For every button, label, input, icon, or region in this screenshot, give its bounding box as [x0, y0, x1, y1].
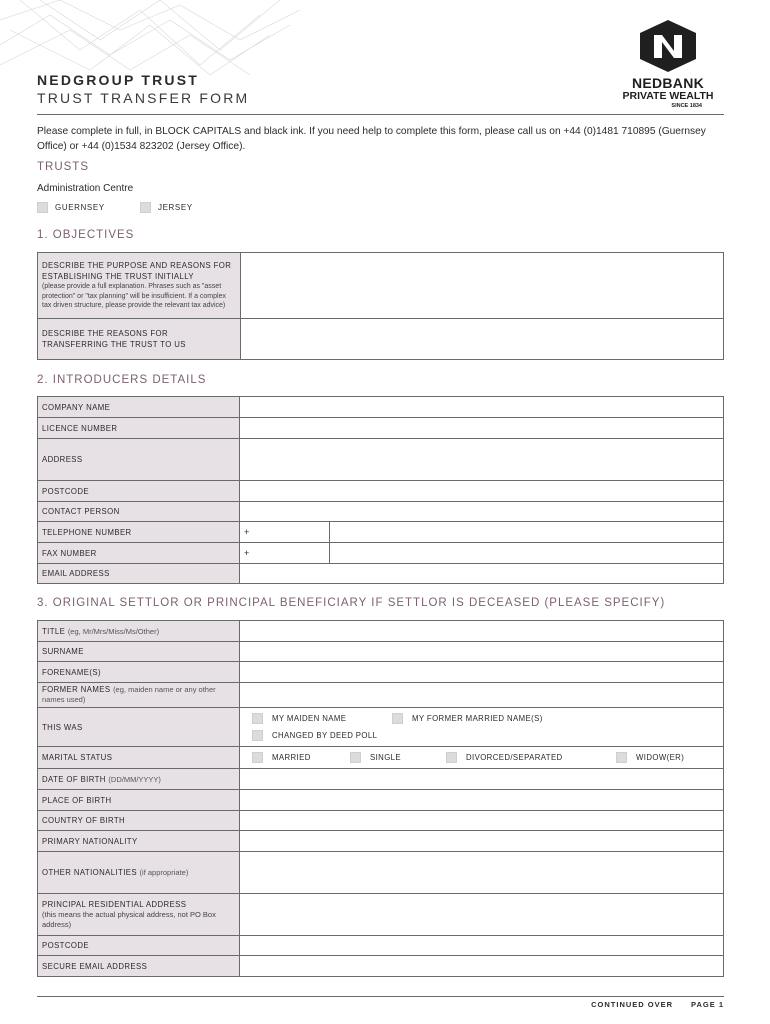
purpose-label: DESCRIBE THE PURPOSE AND REASONS FOR ESTABLISHING THE TRUST INITIALLY	[42, 261, 232, 282]
table-row	[38, 811, 724, 831]
table-row	[38, 747, 724, 769]
primary-nationality-label: PRIMARY NATIONALITY	[38, 831, 240, 852]
table-row	[38, 543, 724, 564]
form-subtitle: TRUST TRANSFER FORM	[37, 90, 250, 106]
single-checkbox[interactable]	[350, 752, 361, 763]
settlor-table	[37, 620, 724, 977]
footer	[573, 1000, 724, 1009]
form-title: NEDGROUP TRUST	[37, 72, 199, 88]
email-address-label: EMAIL ADDRESS	[38, 564, 240, 584]
table-row	[38, 662, 724, 683]
principal-address-label-cell	[38, 894, 240, 936]
maiden-name-label: MY MAIDEN NAME	[272, 714, 347, 723]
surname-input[interactable]	[240, 642, 724, 662]
objectives-row-purpose	[38, 253, 724, 319]
table-row	[38, 894, 724, 936]
widower-checkbox[interactable]	[616, 752, 627, 763]
dob-input[interactable]	[240, 769, 724, 790]
administration-centre-label: Administration Centre	[37, 183, 134, 194]
secure-email-input[interactable]	[240, 956, 724, 977]
telephone-plus-prefix: +	[244, 527, 250, 537]
guernsey-label: GUERNSEY	[55, 203, 105, 212]
table-row	[38, 769, 724, 790]
single-label: SINGLE	[370, 753, 401, 762]
table-row	[38, 831, 724, 852]
married-label: MARRIED	[272, 753, 311, 762]
nedbank-private-wealth-logo	[612, 20, 724, 116]
settlor-postcode-label: POSTCODE	[38, 936, 240, 956]
fax-number-label: FAX NUMBER	[38, 543, 240, 564]
place-of-birth-input[interactable]	[240, 790, 724, 811]
table-row	[38, 621, 724, 642]
former-names-label: FORMER NAMES	[42, 685, 111, 694]
table-row	[38, 522, 724, 543]
settlor-postcode-input[interactable]	[240, 936, 724, 956]
purpose-label-cell	[38, 253, 241, 319]
divorced-separated-checkbox[interactable]	[446, 752, 457, 763]
table-row	[38, 564, 724, 584]
table-row	[38, 418, 724, 439]
section-introducers-heading: 2. INTRODUCERS DETAILS	[37, 374, 207, 386]
table-row	[38, 439, 724, 481]
section-trusts-heading: TRUSTS	[37, 161, 89, 173]
guernsey-checkbox[interactable]	[37, 202, 48, 213]
country-of-birth-input[interactable]	[240, 811, 724, 831]
header-divider	[37, 114, 724, 115]
table-row	[38, 397, 724, 418]
surname-label: SURNAME	[38, 642, 240, 662]
table-row	[38, 481, 724, 502]
former-names-label-cell	[38, 683, 240, 708]
email-address-input[interactable]	[240, 564, 724, 584]
decorative-geometric-lines	[0, 0, 300, 80]
continued-over-text: CONTINUED OVER	[591, 1000, 674, 1009]
company-name-input[interactable]	[240, 397, 724, 418]
nedbank-n-logo-icon	[640, 20, 696, 72]
former-married-name-checkbox[interactable]	[392, 713, 403, 724]
table-row	[38, 642, 724, 662]
transfer-reasons-label: DESCRIBE THE REASONS FOR TRANSFERRING THE TRUST TO US	[42, 329, 186, 349]
fax-country-code-input[interactable]	[240, 543, 330, 564]
principal-address-input[interactable]	[240, 894, 724, 936]
marital-status-label: MARITAL STATUS	[38, 747, 240, 769]
maiden-name-checkbox[interactable]	[252, 713, 263, 724]
this-was-options-cell	[240, 708, 724, 747]
licence-number-input[interactable]	[240, 418, 724, 439]
other-nationalities-label: OTHER NATIONALITIES	[42, 868, 137, 877]
objectives-row-transfer	[38, 319, 724, 360]
logo-line2: PRIVATE WEALTH	[622, 90, 714, 102]
principal-address-hint: (this means the actual physical address, not PO Box address)	[42, 910, 216, 929]
divorced-separated-label: DIVORCED/SEPARATED	[466, 753, 563, 762]
forenames-label: FORENAME(S)	[38, 662, 240, 683]
this-was-label: THIS WAS	[38, 708, 240, 747]
principal-address-label: PRINCIPAL RESIDENTIAL ADDRESS	[42, 900, 187, 909]
objectives-table	[37, 252, 724, 360]
fax-number-input[interactable]	[330, 543, 724, 564]
table-row	[38, 790, 724, 811]
title-hint: (eg, Mr/Mrs/Miss/Ms/Other)	[67, 626, 160, 636]
place-of-birth-label: PLACE OF BIRTH	[38, 790, 240, 811]
purpose-note: (please provide a full explanation. Phrases such as "asset protection" or "tax planning" will be insufficient. If a complex tax driven structure, please provide the relevant tax advice)	[42, 283, 226, 310]
logo-line3: SINCE 1834	[671, 103, 702, 109]
telephone-country-code-input[interactable]	[240, 522, 330, 543]
licence-number-label: LICENCE NUMBER	[38, 418, 240, 439]
former-names-hint: (eg, maiden name or any other names used)	[42, 685, 216, 704]
country-of-birth-label: COUNTRY OF BIRTH	[38, 811, 240, 831]
other-nationalities-input[interactable]	[240, 852, 724, 894]
table-row	[38, 936, 724, 956]
former-married-name-label: MY FORMER MARRIED NAME(S)	[412, 714, 543, 723]
title-input[interactable]	[240, 621, 724, 642]
marital-status-options-cell	[240, 747, 724, 769]
secure-email-label: SECURE EMAIL ADDRESS	[38, 956, 240, 977]
transfer-reasons-input[interactable]	[241, 319, 724, 360]
dob-hint: (DD/MM/YYYY)	[108, 774, 161, 784]
telephone-number-input[interactable]	[330, 522, 724, 543]
transfer-reasons-label-cell	[38, 319, 241, 360]
forenames-input[interactable]	[240, 662, 724, 683]
company-name-label: COMPANY NAME	[38, 397, 240, 418]
intro-text: Please complete in full, in BLOCK CAPITALS and black ink. If you need help to complete this form, please call us on +44 (0)1481 710895 (Guernsey Office) or +44 (0)1534 823202 (Jersey Office).	[37, 126, 706, 152]
table-row	[38, 956, 724, 977]
table-row	[38, 683, 724, 708]
other-nationalities-label-cell	[38, 852, 240, 894]
introducers-table	[37, 396, 724, 584]
table-row	[38, 852, 724, 894]
postcode-input[interactable]	[240, 481, 724, 502]
former-names-input[interactable]	[240, 683, 724, 708]
logo-name: NEDBANK	[631, 75, 705, 91]
page-number: PAGE 1	[691, 1000, 724, 1009]
address-label: ADDRESS	[38, 439, 240, 481]
section-settlor-heading: 3. ORIGINAL SETTLOR OR PRINCIPAL BENEFICIARY IF SETTLOR IS DECEASED (PLEASE SPECIFY)	[37, 597, 666, 609]
telephone-number-label: TELEPHONE NUMBER	[38, 522, 240, 543]
jersey-label: JERSEY	[158, 203, 193, 212]
jersey-checkbox[interactable]	[140, 202, 151, 213]
other-nationalities-hint: (if appropriate)	[139, 868, 189, 877]
purpose-input[interactable]	[241, 253, 724, 319]
postcode-label: POSTCODE	[38, 481, 240, 502]
contact-person-input[interactable]	[240, 502, 724, 522]
married-checkbox[interactable]	[252, 752, 263, 763]
table-row	[38, 708, 724, 747]
title-label-cell	[38, 621, 240, 642]
footer-divider	[37, 996, 724, 997]
section-objectives-heading: 1. OBJECTIVES	[37, 229, 135, 241]
fax-plus-prefix: +	[244, 548, 250, 558]
widower-label: WIDOW(ER)	[636, 753, 685, 762]
deed-poll-checkbox[interactable]	[252, 730, 263, 741]
table-row	[38, 502, 724, 522]
deed-poll-label: CHANGED BY DEED POLL	[272, 731, 378, 740]
contact-person-label: CONTACT PERSON	[38, 502, 240, 522]
dob-label-cell	[38, 769, 240, 790]
address-input[interactable]	[240, 439, 724, 481]
dob-label: DATE OF BIRTH	[42, 774, 106, 784]
primary-nationality-input[interactable]	[240, 831, 724, 852]
title-label: TITLE	[42, 626, 66, 636]
